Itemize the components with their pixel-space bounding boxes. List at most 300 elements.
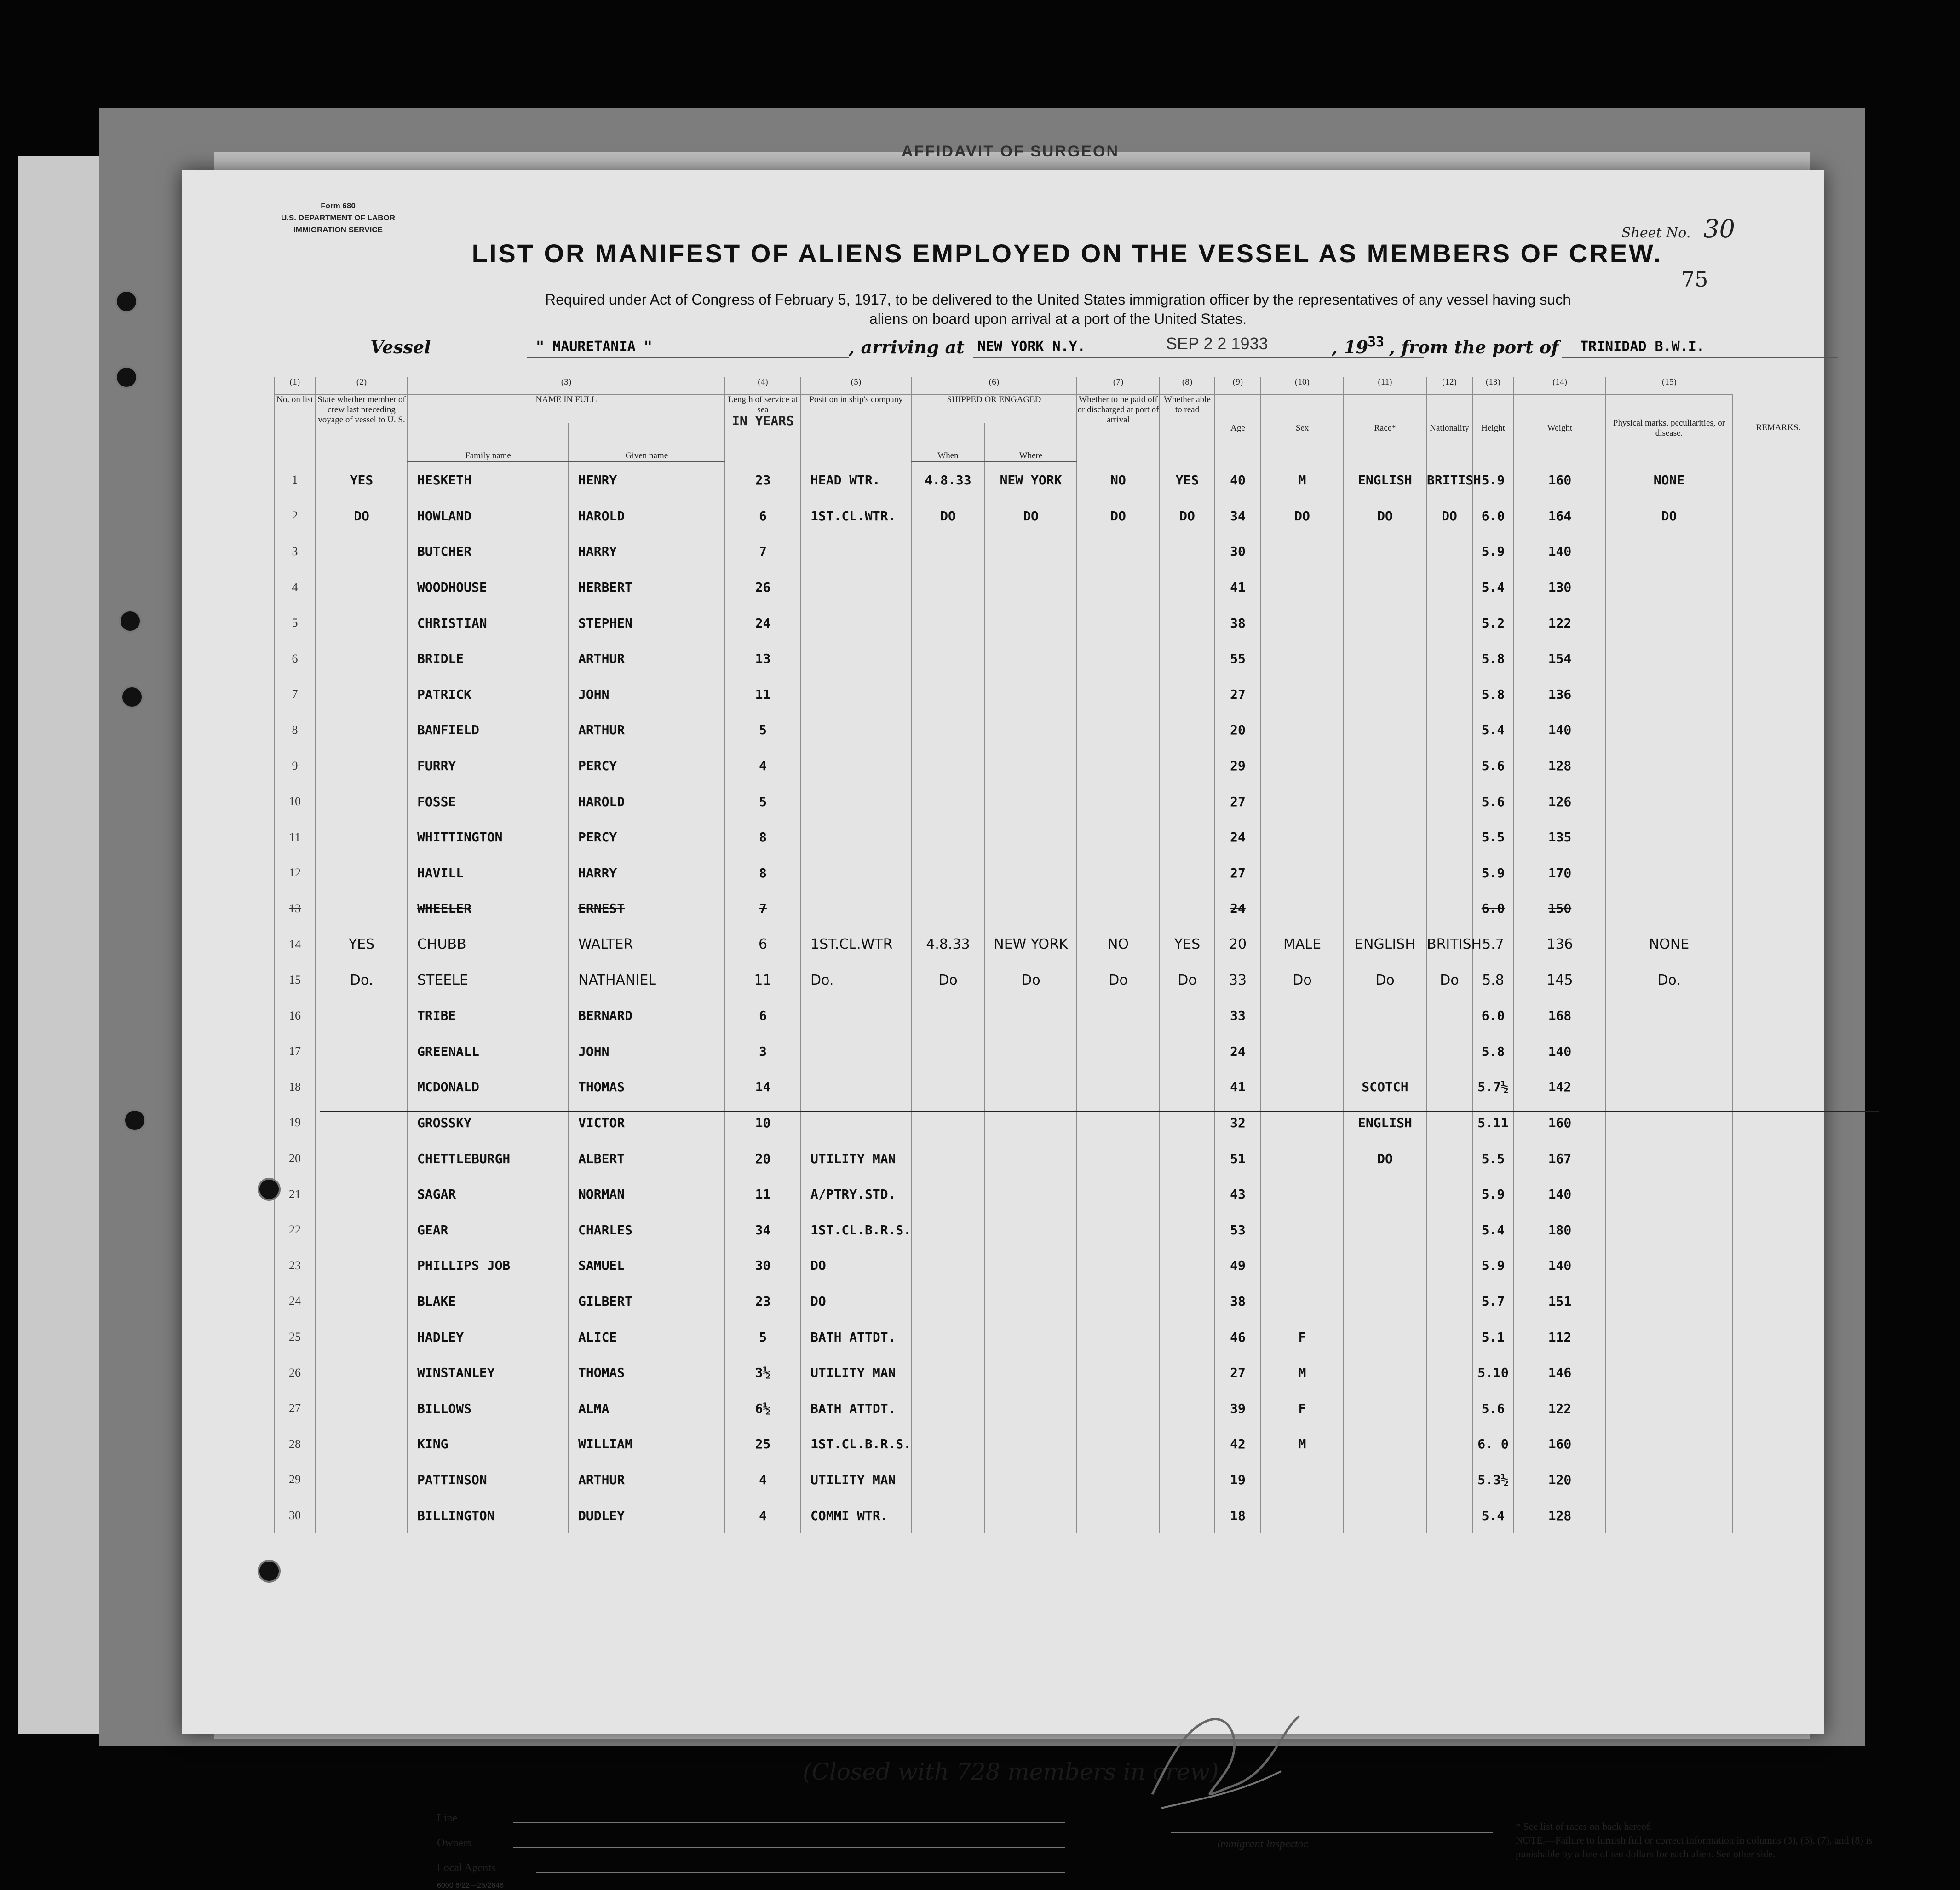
punch-hole (258, 1560, 281, 1583)
table-row (274, 1176, 1824, 1212)
remarks-cell (1732, 1105, 1824, 1141)
able-to-read-cell (1160, 1426, 1215, 1462)
weight-cell: 170 (1514, 855, 1606, 891)
table-row (274, 1141, 1824, 1176)
previous-voyage-cell (316, 1212, 408, 1248)
given-name-cell: STEPHEN (569, 605, 725, 641)
shipped-when-cell: DO (911, 498, 985, 534)
height-cell: 5.9 (1472, 462, 1514, 498)
race-cell: DO (1344, 498, 1426, 534)
weight-cell: 154 (1514, 641, 1606, 677)
race-cell: SCOTCH (1344, 1069, 1426, 1105)
age-cell: 46 (1215, 1319, 1261, 1355)
able-to-read-cell (1160, 712, 1215, 748)
given-name-cell: HARRY (569, 534, 725, 570)
vessel-name: " MAURETANIA " (536, 339, 652, 355)
height-cell: 5.2 (1472, 605, 1514, 641)
sex-cell (1261, 641, 1344, 677)
age-cell: 55 (1215, 641, 1261, 677)
row-number-cell: 23 (274, 1248, 316, 1284)
remarks-cell (1732, 1390, 1824, 1426)
nationality-cell (1426, 855, 1472, 891)
race-cell (1344, 1176, 1426, 1212)
vessel-label: Vessel (370, 337, 431, 357)
paid-off-cell (1077, 1212, 1160, 1248)
shipped-where-cell (985, 1141, 1077, 1176)
remarks-cell (1732, 962, 1824, 998)
family-name-cell: GEAR (408, 1212, 569, 1248)
row-number-cell: 10 (274, 784, 316, 819)
sex-cell (1261, 1141, 1344, 1176)
sex-cell (1261, 819, 1344, 855)
years-service-cell: 23 (725, 1284, 801, 1320)
shipped-when-cell (911, 641, 985, 677)
position-cell (801, 641, 911, 677)
given-name-cell: HARRY (569, 855, 725, 891)
row-number-cell: 19 (274, 1105, 316, 1141)
sheet-number-label: Sheet No. (1621, 225, 1691, 241)
height-cell: 5.7 (1472, 1284, 1514, 1320)
position-cell: A/PTRY.STD. (801, 1176, 911, 1212)
given-name-cell: ARTHUR (569, 712, 725, 748)
row-number-cell: 24 (274, 1284, 316, 1320)
sex-cell (1261, 1462, 1344, 1498)
previous-voyage-cell (316, 784, 408, 819)
shipped-where-cell (985, 1426, 1077, 1462)
sex-cell (1261, 1069, 1344, 1105)
race-cell (1344, 1034, 1426, 1070)
nationality-cell (1426, 1355, 1472, 1391)
height-cell: 5.9 (1472, 1248, 1514, 1284)
header-where: Where (985, 423, 1077, 462)
race-cell (1344, 712, 1426, 748)
row-number-cell: 30 (274, 1498, 316, 1533)
nationality-cell (1426, 534, 1472, 570)
able-to-read-cell (1160, 677, 1215, 713)
paid-off-cell: NO (1077, 927, 1160, 962)
age-cell: 27 (1215, 1355, 1261, 1391)
height-cell: 5.9 (1472, 1176, 1514, 1212)
shipped-when-cell (911, 1248, 985, 1284)
remarks-cell (1732, 1319, 1824, 1355)
paid-off-cell (1077, 855, 1160, 891)
given-name-cell: THOMAS (569, 1069, 725, 1105)
previous-voyage-cell (316, 1141, 408, 1176)
age-cell: 34 (1215, 498, 1261, 534)
header-name-in-full: NAME IN FULL (408, 394, 725, 423)
colnum-5: (5) (801, 377, 911, 394)
previous-voyage-cell (316, 570, 408, 605)
nationality-cell (1426, 641, 1472, 677)
date-stamp: SEP 2 2 1933 (1166, 334, 1268, 353)
vessel-line (366, 334, 1884, 360)
race-cell (1344, 534, 1426, 570)
shipped-when-cell (911, 1390, 985, 1426)
sex-cell (1261, 1248, 1344, 1284)
race-cell (1344, 641, 1426, 677)
weight-cell: 128 (1514, 1498, 1606, 1533)
shipped-where-cell (985, 1212, 1077, 1248)
height-cell: 5.6 (1472, 784, 1514, 819)
age-cell: 38 (1215, 605, 1261, 641)
punch-hole (115, 290, 138, 313)
position-cell: DO (801, 1284, 911, 1320)
table-row (274, 1034, 1824, 1070)
sex-cell: F (1261, 1319, 1344, 1355)
table-row (274, 1212, 1824, 1248)
years-service-cell: 8 (725, 855, 801, 891)
position-cell (801, 855, 911, 891)
given-name-cell: ARTHUR (569, 1462, 725, 1498)
form-service: IMMIGRATION SERVICE (293, 225, 383, 234)
family-name-cell: FOSSE (408, 784, 569, 819)
table-row (274, 1319, 1824, 1355)
paid-off-cell: DO (1077, 498, 1160, 534)
shipped-where-cell (985, 1462, 1077, 1498)
able-to-read-cell (1160, 1105, 1215, 1141)
age-cell: 27 (1215, 855, 1261, 891)
nationality-cell: DO (1426, 498, 1472, 534)
table-row (274, 1105, 1824, 1141)
shipped-where-cell (985, 1284, 1077, 1320)
previous-voyage-cell (316, 712, 408, 748)
shipped-where-cell (985, 855, 1077, 891)
family-name-cell: HOWLAND (408, 498, 569, 534)
family-name-cell: PATTINSON (408, 1462, 569, 1498)
row-number-cell: 7 (274, 677, 316, 713)
nationality-cell (1426, 1176, 1472, 1212)
paid-off-cell (1077, 677, 1160, 713)
remarks-cell (1732, 570, 1824, 605)
physical-marks-cell (1606, 855, 1732, 891)
row-number-cell: 17 (274, 1034, 316, 1070)
colnum-6: (6) (911, 377, 1077, 394)
paid-off-cell (1077, 1069, 1160, 1105)
race-cell (1344, 1390, 1426, 1426)
previous-voyage-cell (316, 748, 408, 784)
position-cell (801, 784, 911, 819)
affidavit-heading: AFFIDAVIT OF SURGEON (902, 143, 1120, 160)
family-name-cell: CHETTLEBURGH (408, 1141, 569, 1176)
height-cell: 6.0 (1472, 891, 1514, 927)
shipped-when-cell (911, 1176, 985, 1212)
sex-cell: MALE (1261, 927, 1344, 962)
shipped-when-cell (911, 998, 985, 1034)
shipped-where-cell (985, 1105, 1077, 1141)
table-row (274, 1498, 1824, 1533)
sex-cell (1261, 748, 1344, 784)
weight-cell: 146 (1514, 1355, 1606, 1391)
given-name-cell: PERCY (569, 748, 725, 784)
weight-cell: 136 (1514, 677, 1606, 713)
height-cell: 5.8 (1472, 677, 1514, 713)
able-to-read-cell (1160, 998, 1215, 1034)
years-service-cell: 4 (725, 748, 801, 784)
able-to-read-cell (1160, 641, 1215, 677)
weight-cell: 160 (1514, 1426, 1606, 1462)
years-service-cell: 30 (725, 1248, 801, 1284)
height-cell: 5.7 (1472, 927, 1514, 962)
years-service-cell: 26 (725, 570, 801, 605)
header-nationality: Nationality (1426, 394, 1472, 462)
row-number-cell: 3 (274, 534, 316, 570)
paid-off-cell (1077, 712, 1160, 748)
paid-off-cell (1077, 1319, 1160, 1355)
shipped-where-cell (985, 534, 1077, 570)
remarks-cell (1732, 712, 1824, 748)
header-physical-marks: Physical marks, peculiarities, or disease. (1606, 394, 1732, 462)
able-to-read-cell (1160, 1355, 1215, 1391)
able-to-read-cell (1160, 1498, 1215, 1533)
row-number-cell: 11 (274, 819, 316, 855)
row-number-cell: 12 (274, 855, 316, 891)
previous-voyage-cell (316, 1462, 408, 1498)
remarks-cell (1732, 677, 1824, 713)
page-number: 75 (1681, 267, 1708, 292)
height-cell: 5.5 (1472, 1141, 1514, 1176)
height-cell: 5.6 (1472, 1390, 1514, 1426)
years-service-cell: 3 (725, 1034, 801, 1070)
shipped-when-cell (911, 1212, 985, 1248)
previous-voyage-cell (316, 1069, 408, 1105)
colnum-15: (15) (1606, 377, 1732, 394)
position-cell: Do. (801, 962, 911, 998)
remarks-cell (1732, 1426, 1824, 1462)
row-number-cell: 1 (274, 462, 316, 498)
able-to-read-cell (1160, 1284, 1215, 1320)
physical-marks-cell: NONE (1606, 462, 1732, 498)
physical-marks-cell (1606, 1248, 1732, 1284)
nationality-cell (1426, 1284, 1472, 1320)
shipped-where-cell (985, 1498, 1077, 1533)
weight-cell: 145 (1514, 962, 1606, 998)
footer-print-code: 6000 6/22—25/2846 (437, 1882, 504, 1890)
physical-marks-cell (1606, 891, 1732, 927)
previous-voyage-cell: YES (316, 462, 408, 498)
paid-off-cell (1077, 998, 1160, 1034)
sex-cell (1261, 1105, 1344, 1141)
nationality-cell: BRITISH (1426, 462, 1472, 498)
given-name-cell: HENRY (569, 462, 725, 498)
able-to-read-cell (1160, 570, 1215, 605)
shipped-when-cell (911, 570, 985, 605)
manifest-rows (274, 462, 1824, 1533)
footer-owners-label: Owners (437, 1837, 471, 1849)
nationality-cell (1426, 1212, 1472, 1248)
remarks-cell (1732, 641, 1824, 677)
paid-off-cell (1077, 1355, 1160, 1391)
weight-cell: 151 (1514, 1284, 1606, 1320)
physical-marks-cell (1606, 1498, 1732, 1533)
shipped-when-cell (911, 1319, 985, 1355)
table-row (274, 855, 1824, 891)
weight-cell: 122 (1514, 605, 1606, 641)
physical-marks-cell (1606, 1390, 1732, 1426)
shipped-where-cell (985, 1248, 1077, 1284)
shipped-when-cell (911, 1034, 985, 1070)
position-cell (801, 534, 911, 570)
header-length-service (725, 394, 801, 462)
years-service-cell: 7 (725, 534, 801, 570)
years-service-cell: 6 (725, 998, 801, 1034)
shipped-where-cell: NEW YORK (985, 462, 1077, 498)
physical-marks-cell (1606, 570, 1732, 605)
given-name-cell: HAROLD (569, 498, 725, 534)
nationality-cell (1426, 998, 1472, 1034)
position-cell (801, 570, 911, 605)
years-service-cell: 7 (725, 891, 801, 927)
footer-agents-label: Local Agents (437, 1862, 496, 1874)
given-name-cell: PERCY (569, 819, 725, 855)
years-service-cell: 6½ (725, 1390, 801, 1426)
header-no-on-list: No. on list (274, 394, 316, 462)
years-service-cell: 10 (725, 1105, 801, 1141)
age-cell: 18 (1215, 1498, 1261, 1533)
age-cell: 19 (1215, 1462, 1261, 1498)
previous-voyage-cell: Do. (316, 962, 408, 998)
shipped-where-cell: NEW YORK (985, 927, 1077, 962)
position-cell (801, 677, 911, 713)
position-cell: BATH ATTDT. (801, 1319, 911, 1355)
row-number-cell: 25 (274, 1319, 316, 1355)
able-to-read-cell: DO (1160, 498, 1215, 534)
family-name-cell: BILLOWS (408, 1390, 569, 1426)
header-given-name: Given name (569, 423, 725, 462)
able-to-read-cell (1160, 819, 1215, 855)
arrival-port: NEW YORK N.Y. (977, 339, 1086, 355)
age-cell: 49 (1215, 1248, 1261, 1284)
family-name-cell: CHRISTIAN (408, 605, 569, 641)
position-cell: 1ST.CL.B.R.S. (801, 1212, 911, 1248)
inspector-signature (1143, 1702, 1318, 1822)
table-row (274, 1284, 1824, 1320)
paid-off-cell (1077, 1426, 1160, 1462)
colnum-13: (13) (1472, 377, 1514, 394)
able-to-read-cell (1160, 1390, 1215, 1426)
position-cell: 1ST.CL.WTR. (801, 498, 911, 534)
physical-marks-cell (1606, 712, 1732, 748)
table-row (274, 784, 1824, 819)
age-cell: 27 (1215, 784, 1261, 819)
race-cell: ENGLISH (1344, 462, 1426, 498)
weight-cell: 136 (1514, 927, 1606, 962)
race-cell (1344, 1284, 1426, 1320)
race-cell (1344, 1319, 1426, 1355)
age-cell: 33 (1215, 998, 1261, 1034)
given-name-cell: GILBERT (569, 1284, 725, 1320)
header-paid-off: Whether to be paid off or discharged at port of arrival (1077, 394, 1160, 462)
header-weight: Weight (1514, 394, 1606, 462)
weight-cell: 140 (1514, 1176, 1606, 1212)
able-to-read-cell (1160, 1176, 1215, 1212)
remarks-cell (1732, 819, 1824, 855)
physical-marks-cell (1606, 534, 1732, 570)
previous-voyage-cell (316, 855, 408, 891)
shipped-where-cell (985, 712, 1077, 748)
previous-voyage-cell (316, 641, 408, 677)
sex-cell: M (1261, 1426, 1344, 1462)
shipped-when-cell (911, 677, 985, 713)
shipped-where-cell (985, 784, 1077, 819)
physical-marks-cell (1606, 1034, 1732, 1070)
years-service-cell: 34 (725, 1212, 801, 1248)
remarks-cell (1732, 998, 1824, 1034)
remarks-cell (1732, 1462, 1824, 1498)
previous-voyage-cell (316, 998, 408, 1034)
sex-cell (1261, 998, 1344, 1034)
given-name-cell: ARTHUR (569, 641, 725, 677)
weight-cell: 130 (1514, 570, 1606, 605)
paid-off-cell (1077, 784, 1160, 819)
position-cell: HEAD WTR. (801, 462, 911, 498)
previous-voyage-cell (316, 677, 408, 713)
years-service-cell: 23 (725, 462, 801, 498)
form-department: U.S. DEPARTMENT OF LABOR (281, 213, 396, 222)
years-service-cell: 14 (725, 1069, 801, 1105)
physical-marks-cell (1606, 641, 1732, 677)
years-service-cell: 11 (725, 962, 801, 998)
previous-voyage-cell (316, 1355, 408, 1391)
given-name-cell: CHARLES (569, 1212, 725, 1248)
height-cell: 5.3½ (1472, 1462, 1514, 1498)
paid-off-cell (1077, 534, 1160, 570)
remarks-cell (1732, 1212, 1824, 1248)
physical-marks-cell (1606, 1105, 1732, 1141)
row-number-cell: 8 (274, 712, 316, 748)
given-name-cell: ALBERT (569, 1141, 725, 1176)
table-row (274, 1462, 1824, 1498)
remarks-cell (1732, 462, 1824, 498)
physical-marks-cell (1606, 1355, 1732, 1391)
shipped-where-cell (985, 570, 1077, 605)
height-cell: 5.8 (1472, 962, 1514, 998)
shipped-where-cell (985, 1319, 1077, 1355)
table-row (274, 927, 1824, 962)
table-row (274, 962, 1824, 998)
sex-cell (1261, 891, 1344, 927)
closed-note: (Closed with 728 members in crew) (803, 1758, 1219, 1785)
row-number-cell: 27 (274, 1390, 316, 1426)
table-row (274, 1390, 1824, 1426)
family-name-cell: HESKETH (408, 462, 569, 498)
position-cell: DO (801, 1248, 911, 1284)
years-service-cell: 3½ (725, 1355, 801, 1391)
shipped-when-cell (911, 748, 985, 784)
nationality-cell (1426, 1141, 1472, 1176)
paid-off-cell (1077, 1105, 1160, 1141)
header-age: Age (1215, 394, 1261, 462)
paid-off-cell (1077, 819, 1160, 855)
weight-cell: 135 (1514, 819, 1606, 855)
table-row (274, 605, 1824, 641)
row-number-cell: 18 (274, 1069, 316, 1105)
race-cell: Do (1344, 962, 1426, 998)
row-number-cell: 22 (274, 1212, 316, 1248)
given-name-cell: ALICE (569, 1319, 725, 1355)
family-name-cell: BLAKE (408, 1284, 569, 1320)
race-cell (1344, 570, 1426, 605)
race-cell: ENGLISH (1344, 927, 1426, 962)
family-name-cell: BILLINGTON (408, 1498, 569, 1533)
height-cell: 5.4 (1472, 712, 1514, 748)
physical-marks-cell (1606, 1141, 1732, 1176)
form-identifier (241, 200, 435, 236)
remarks-cell (1732, 784, 1824, 819)
position-cell (801, 605, 911, 641)
height-cell: 5.9 (1472, 534, 1514, 570)
age-cell: 24 (1215, 1034, 1261, 1070)
remarks-cell (1732, 1284, 1824, 1320)
